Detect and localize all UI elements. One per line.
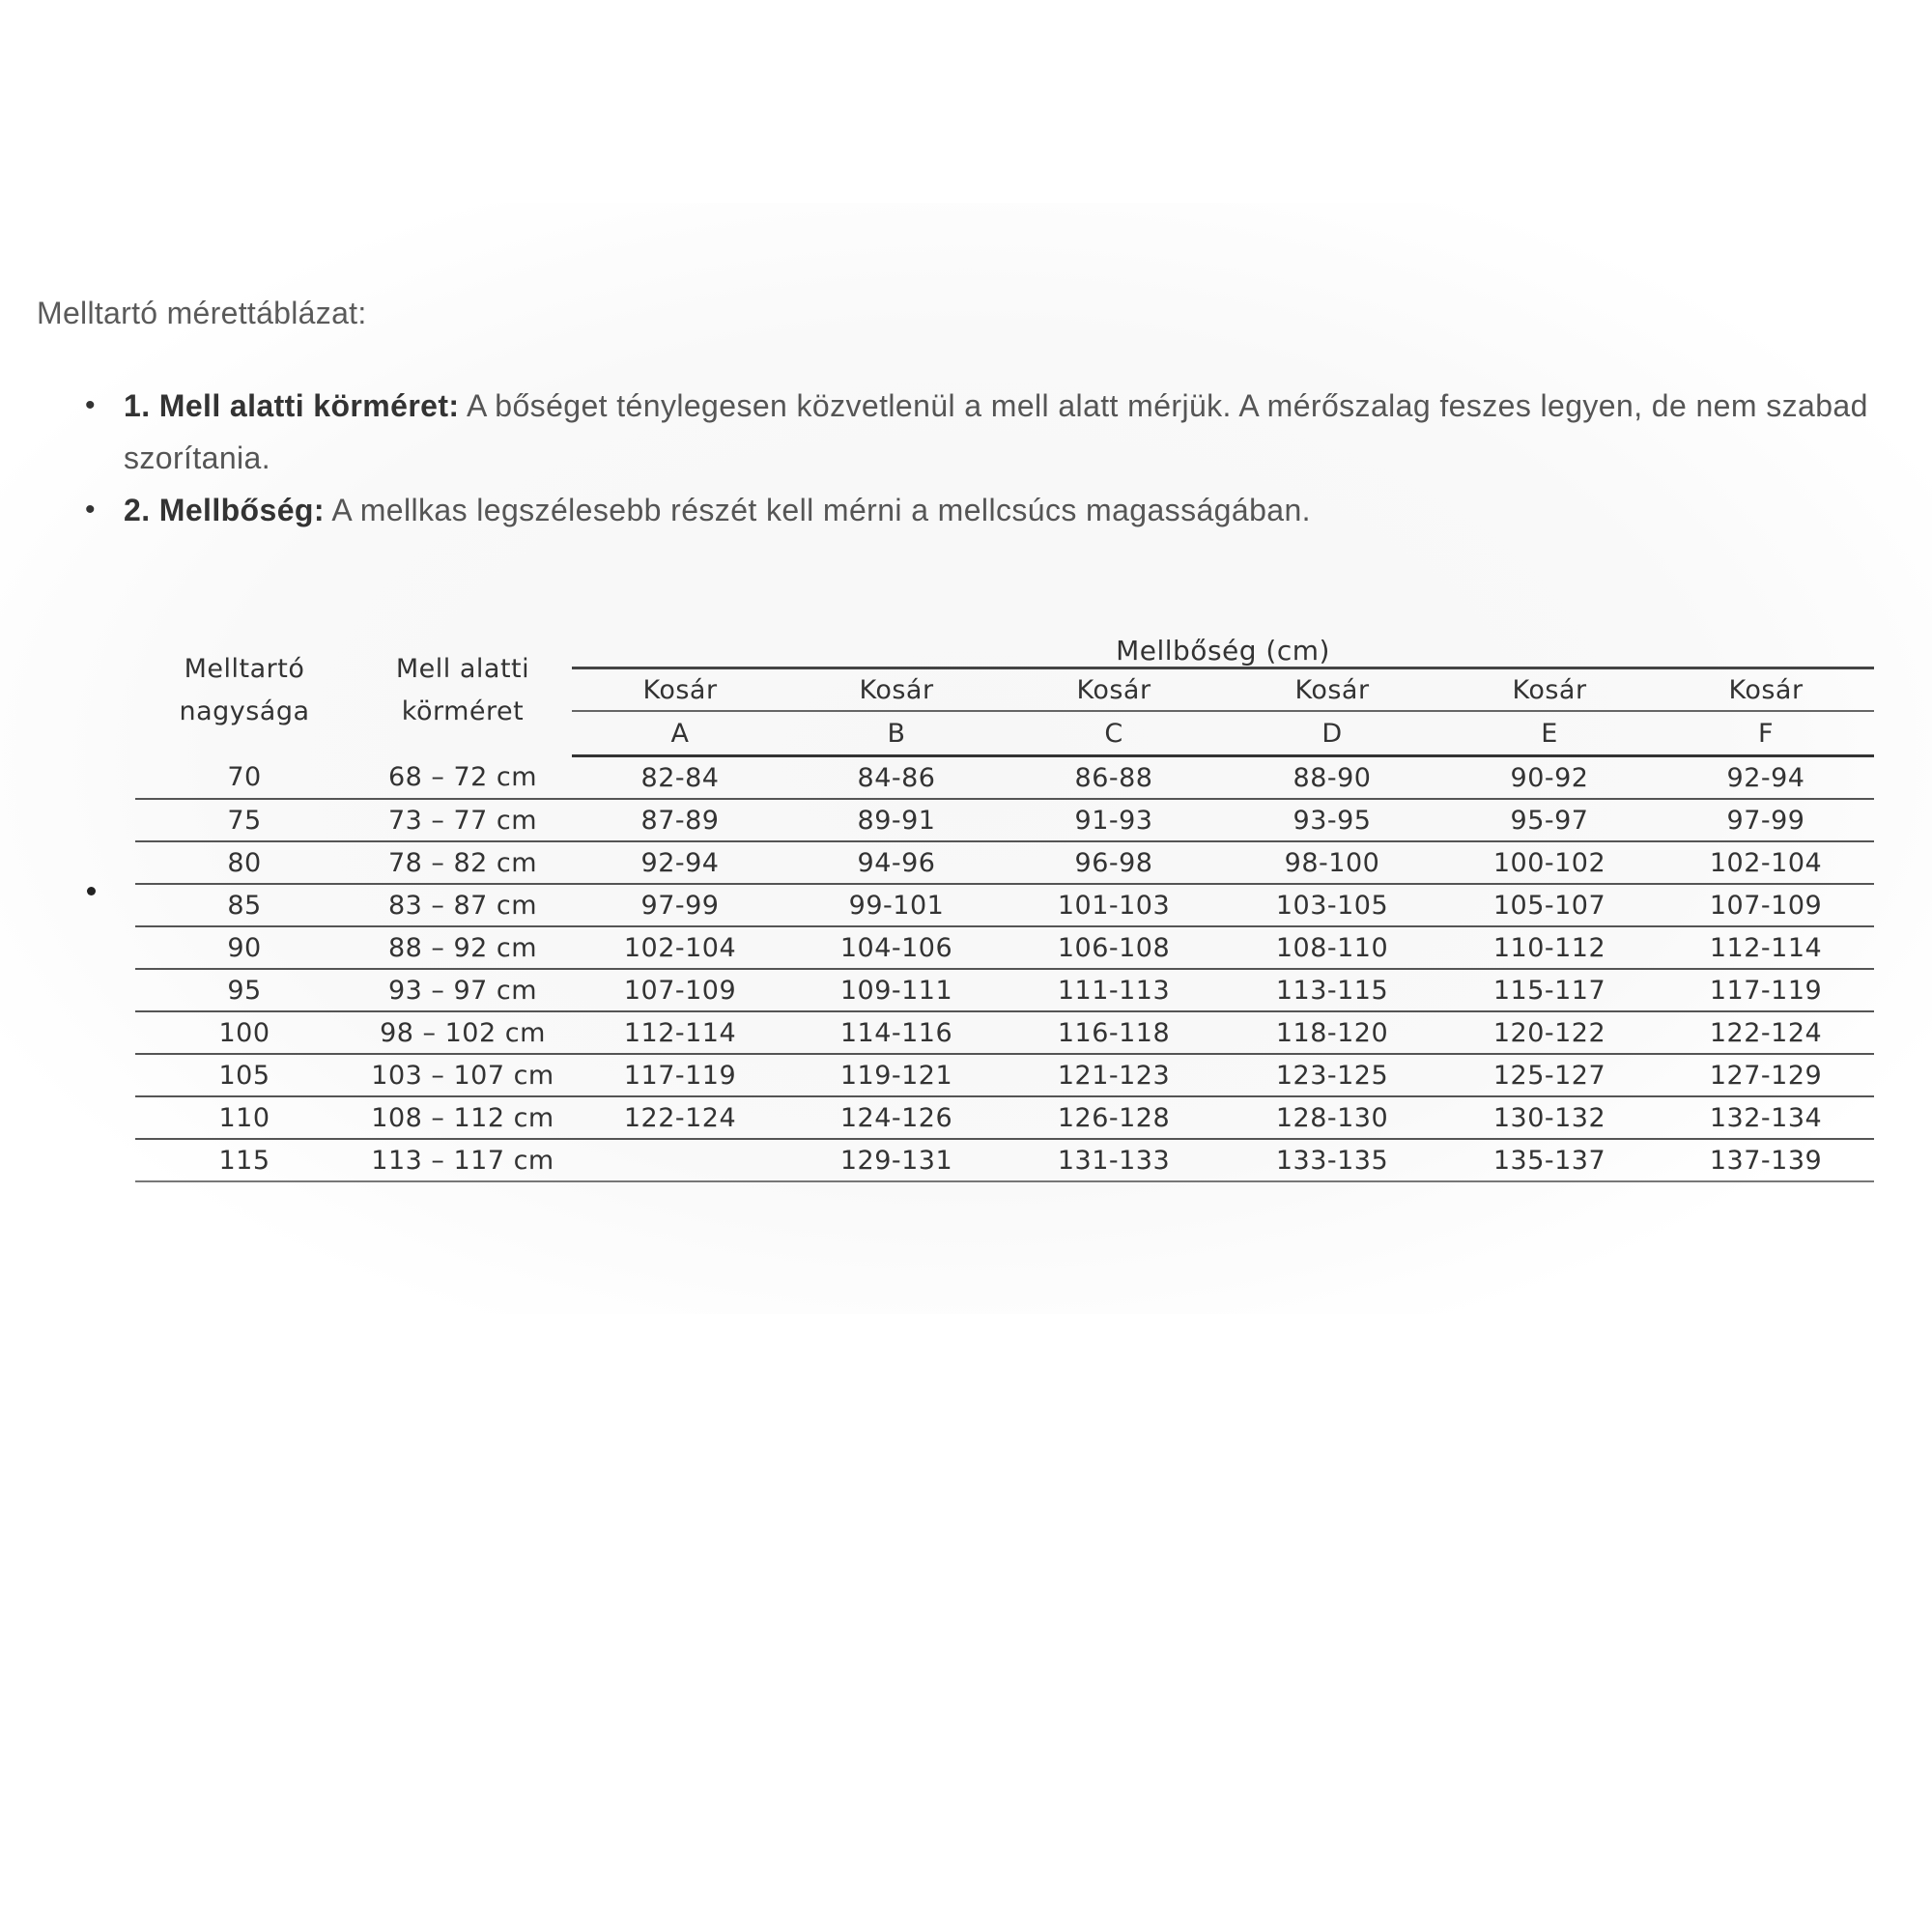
cell-cup-b: 89-91 [788,799,1005,841]
cell-cup-c: 106-108 [1005,926,1223,969]
header-cup-word-c: Kosár [1005,668,1223,712]
cell-cup-b: 129-131 [788,1139,1005,1181]
cell-cup-f: 127-129 [1658,1054,1874,1096]
cell-cup-b: 124-126 [788,1096,1005,1139]
instruction-underbust [85,380,1901,484]
cell-cup-e: 115-117 [1441,969,1658,1011]
cell-underbust: 108 – 112 cm [354,1096,572,1139]
cell-cup-e: 100-102 [1441,841,1658,884]
header-cup-word-f: Kosár [1658,668,1874,712]
cell-cup-e: 125-127 [1441,1054,1658,1096]
instruction-underbust-label: 1. Mell alatti körméret: [124,388,460,423]
cell-cup-a: 97-99 [572,884,788,926]
cell-cup-c: 101-103 [1005,884,1223,926]
table-row [135,841,1874,884]
cell-cup-d: 98-100 [1223,841,1441,884]
cell-underbust: 68 – 72 cm [354,756,572,800]
cell-cup-d: 108-110 [1223,926,1441,969]
instruction-bust-text: A mellkas legszélesebb részét kell mérni a mellcsúcs magasságában. [324,493,1311,527]
cell-cup-c: 131-133 [1005,1139,1223,1181]
cell-cup-a: 122-124 [572,1096,788,1139]
cell-bra-size: 90 [135,926,354,969]
table-row [135,884,1874,926]
header-cup-letter-d: D [1223,711,1441,756]
cell-cup-f: 137-139 [1658,1139,1874,1181]
header-cup-word-e: Kosár [1441,668,1658,712]
header-bra-size-line1: Melltartó [184,654,305,685]
instruction-underbust-text: A bőséget ténylegesen közvetlenül a mell alatt mérjük. A mérőszalag feszes legyen, de nem szabad szorítania. [124,388,1868,475]
cell-cup-c: 126-128 [1005,1096,1223,1139]
header-cup-word-d: Kosár [1223,668,1441,712]
cell-cup-a: 112-114 [572,1011,788,1054]
cell-cup-e: 105-107 [1441,884,1658,926]
cell-cup-b: 114-116 [788,1011,1005,1054]
cell-cup-c: 116-118 [1005,1011,1223,1054]
cell-cup-e: 120-122 [1441,1011,1658,1054]
cell-cup-c: 91-93 [1005,799,1223,841]
cell-cup-d: 88-90 [1223,756,1441,800]
cell-cup-e: 135-137 [1441,1139,1658,1181]
header-bust-group: Mellbőség (cm) [572,626,1874,668]
header-cup-word-a: Kosár [572,668,788,712]
cell-underbust: 73 – 77 cm [354,799,572,841]
cell-cup-f: 92-94 [1658,756,1874,800]
cell-underbust: 88 – 92 cm [354,926,572,969]
cell-cup-b: 84-86 [788,756,1005,800]
cell-cup-f: 132-134 [1658,1096,1874,1139]
cell-cup-a: 92-94 [572,841,788,884]
header-cup-letter-c: C [1005,711,1223,756]
header-underbust-line1: Mell alatti [395,654,530,685]
table-row [135,1011,1874,1054]
cell-cup-a: 87-89 [572,799,788,841]
header-underbust-line2: körméret [401,696,525,727]
cell-bra-size: 85 [135,884,354,926]
cell-cup-f: 107-109 [1658,884,1874,926]
page-heading: Melltartó mérettáblázat: [37,296,367,330]
cell-bra-size: 115 [135,1139,354,1181]
cell-bra-size: 100 [135,1011,354,1054]
cell-cup-b: 99-101 [788,884,1005,926]
bra-size-table [135,626,1874,1182]
cell-underbust: 78 – 82 cm [354,841,572,884]
cell-cup-a: 82-84 [572,756,788,800]
cell-underbust: 83 – 87 cm [354,884,572,926]
header-bra-size [135,626,354,756]
cell-cup-f: 122-124 [1658,1011,1874,1054]
header-cup-letter-a: A [572,711,788,756]
table-row [135,926,1874,969]
cell-underbust: 98 – 102 cm [354,1011,572,1054]
header-cup-letter-e: E [1441,711,1658,756]
table-row [135,756,1874,800]
table-row [135,1054,1874,1096]
cell-cup-f: 112-114 [1658,926,1874,969]
cell-underbust: 103 – 107 cm [354,1054,572,1096]
cell-cup-f: 97-99 [1658,799,1874,841]
cell-bra-size: 105 [135,1054,354,1096]
cell-cup-b: 94-96 [788,841,1005,884]
cell-cup-d: 133-135 [1223,1139,1441,1181]
cell-cup-e: 130-132 [1441,1096,1658,1139]
cell-bra-size: 110 [135,1096,354,1139]
cell-bra-size: 75 [135,799,354,841]
cell-cup-f: 102-104 [1658,841,1874,884]
table-row [135,969,1874,1011]
cell-cup-c: 86-88 [1005,756,1223,800]
header-underbust [354,626,572,756]
cell-cup-f: 117-119 [1658,969,1874,1011]
cell-cup-b: 104-106 [788,926,1005,969]
measurement-instructions [85,380,1901,536]
cell-cup-e: 110-112 [1441,926,1658,969]
header-cup-letter-b: B [788,711,1005,756]
cell-cup-a: 117-119 [572,1054,788,1096]
cell-cup-d: 123-125 [1223,1054,1441,1096]
cell-cup-d: 103-105 [1223,884,1441,926]
cell-bra-size: 95 [135,969,354,1011]
cell-cup-c: 121-123 [1005,1054,1223,1096]
instruction-bust-label: 2. Mellbőség: [124,493,325,527]
bullet-dot [87,887,96,895]
cell-underbust: 113 – 117 cm [354,1139,572,1181]
header-cup-word-b: Kosár [788,668,1005,712]
header-row-group [135,626,1874,668]
cell-underbust: 93 – 97 cm [354,969,572,1011]
cell-cup-a: 102-104 [572,926,788,969]
cell-cup-e: 95-97 [1441,799,1658,841]
cell-bra-size: 70 [135,756,354,800]
cell-cup-b: 109-111 [788,969,1005,1011]
table-row [135,1096,1874,1139]
cell-cup-d: 113-115 [1223,969,1441,1011]
cell-cup-d: 118-120 [1223,1011,1441,1054]
cell-bra-size: 80 [135,841,354,884]
cell-cup-c: 111-113 [1005,969,1223,1011]
size-rows [135,756,1874,1182]
header-cup-letter-f: F [1658,711,1874,756]
table-row [135,1139,1874,1181]
header-bra-size-line2: nagysága [179,696,310,727]
cell-cup-c: 96-98 [1005,841,1223,884]
cell-cup-d: 93-95 [1223,799,1441,841]
cell-cup-d: 128-130 [1223,1096,1441,1139]
instruction-bust [85,484,1901,536]
cell-cup-a [572,1139,788,1181]
cell-cup-e: 90-92 [1441,756,1658,800]
cell-cup-a: 107-109 [572,969,788,1011]
cell-cup-b: 119-121 [788,1054,1005,1096]
table-row [135,799,1874,841]
